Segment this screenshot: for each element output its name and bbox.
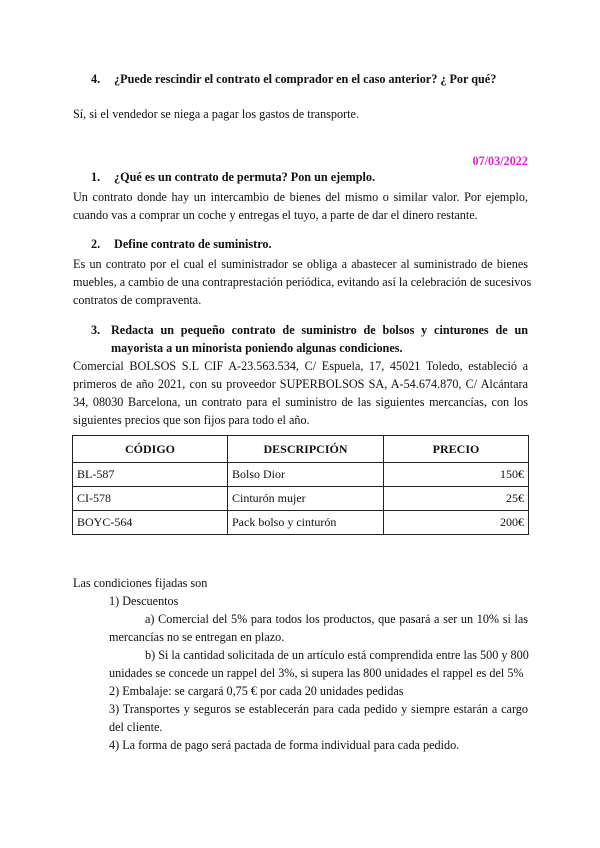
cell-price: 25€ (384, 487, 529, 511)
question-4-title: ¿Puede rescindir el contrato el comprador en el caso anterior? ¿ Por qué? (114, 72, 497, 86)
question-4-answer: Sí, si el vendedor se niega a pagar los gastos de transporte. (73, 107, 359, 121)
cell-code: BL-587 (73, 463, 228, 487)
header-descripcion: DESCRIPCIÓN (228, 436, 384, 463)
condition-discount-b-line: b) Si la cantidad solicitada de un artículo está comprendida entre las 500 y 800 (145, 648, 529, 662)
condition-transport-line: del cliente. (109, 720, 163, 734)
table-header-row (73, 436, 529, 463)
question-2-number: 2. (91, 237, 101, 251)
question-4-heading (91, 72, 496, 87)
question-1-title: ¿Qué es un contrato de permuta? Pon un ejemplo. (114, 170, 376, 184)
condition-discounts: 1) Descuentos (109, 594, 179, 608)
price-table (72, 435, 529, 535)
condition-discount-a-line: mercancías no se entregan en plazo. (109, 630, 285, 644)
condition-packaging: 2) Embalaje: se cargará 0,75 € por cada 20 unidades pedidas (109, 684, 404, 698)
question-2-answer-line: muebles, a cambio de una contraprestación periódica, evitando así la celebración de sucesivos (73, 275, 532, 289)
date-heading: 07/03/2022 (472, 154, 528, 168)
question-2-answer-line: contratos de compraventa. (73, 293, 202, 307)
question-3-title-part: Redacta un pequeño contrato de suministro de bolsos y cinturones de un (111, 323, 528, 337)
table-row (73, 487, 529, 511)
cell-description: Pack bolso y cinturón (228, 511, 384, 535)
question-1-answer-line: Un contrato donde hay un intercambio de bienes del mismo o similar valor. Por ejemplo, (73, 190, 528, 204)
question-2-heading (91, 237, 272, 252)
condition-transport-line: 3) Transportes y seguros se establecerán para cada pedido y siempre estarán a cargo (109, 702, 528, 716)
question-2-answer-line: Es un contrato por el cual el suministrador se obliga a abastecer al suministrado de bienes (73, 257, 528, 271)
condition-payment: 4) La forma de pago será pactada de forma individual para cada pedido. (109, 738, 460, 752)
question-1-number: 1. (91, 170, 101, 184)
conditions-intro: Las condiciones fijadas son (73, 576, 208, 590)
header-precio: PRECIO (384, 436, 529, 463)
condition-discount-b-line: unidades se concede un rappel del 3%, si supera las 800 unidades el rappel es del 5% (109, 666, 524, 680)
question-3-text-line: 34, 08030 Barcelona, un contrato para el suministro de las siguientes mercancías, con los (73, 395, 528, 409)
question-2-title: Define contrato de suministro. (114, 237, 272, 251)
question-3-heading (91, 321, 528, 357)
table-row (73, 463, 529, 487)
question-1-heading (91, 170, 375, 185)
cell-description: Bolso Dior (228, 463, 384, 487)
condition-discount-a-line: a) Comercial del 5% para todos los productos, que pasará a ser un 10% si las (145, 612, 528, 626)
question-4-number: 4. (91, 72, 101, 86)
cell-code: BOYC-564 (73, 511, 228, 535)
cell-code: CI-578 (73, 487, 228, 511)
cell-price: 150€ (384, 463, 529, 487)
table-row (73, 511, 529, 535)
question-3-title-line-1 (91, 321, 528, 339)
question-3-title-line-2: mayorista a un minorista poniendo algunas condiciones. (111, 341, 403, 355)
question-1-answer-line: cuando vas a comprar un coche y entregas el tuyo, a parte de dar el dinero restante. (73, 208, 478, 222)
question-3-text-line: primeros de año 2021, con su proveedor SUPERBOLSOS SA, A-54.674.870, C/ Alcántara (73, 377, 528, 391)
cell-price: 200€ (384, 511, 529, 535)
header-codigo: CÓDIGO (73, 436, 228, 463)
question-3-text-line: siguientes precios que son fijos para todo el año. (73, 413, 310, 427)
question-3-text-line: Comercial BOLSOS S.L CIF A-23.563.534, C/ Espuela, 17, 45021 Toledo, estableció a (73, 359, 528, 373)
question-3-number: 3. (91, 323, 101, 337)
cell-description: Cinturón mujer (228, 487, 384, 511)
